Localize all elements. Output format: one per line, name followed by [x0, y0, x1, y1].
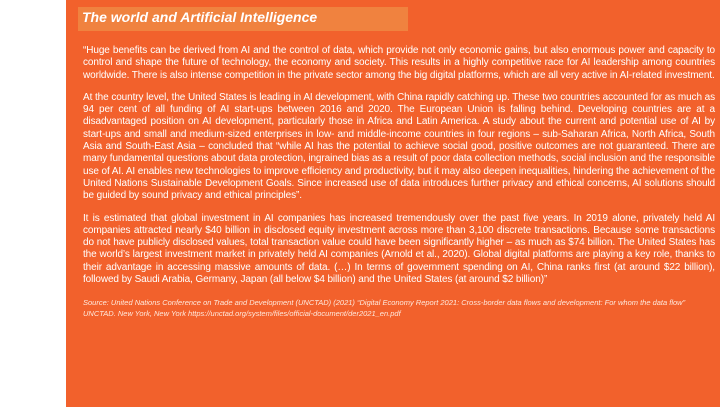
- source-citation: Source: United Nations Conference on Trade and Development (UNCTAD) (2021) “Digital Economy Report 2021: Cross-border data flows and development: For whom the data flow” UNCTAD. New York, New York https://unctad.org/system/files/official-document/der2021_en.pdf: [83, 298, 686, 318]
- quote-paragraph-2: At the country level, the United States is leading in AI development, with China rapidly catching up. These two countries accounted for as much as 94 per cent of all funding of AI start-ups between 2016 and 2020. The European Union is falling behind. Developing countries are at a disadvantaged position on AI development, particularly those in Africa and Latin America. A study about the current and potential use of AI by start-ups and small and medium-sized enterprises in low- and middle-income countries in four regions – sub-Saharan Africa, North Africa, South Asia and South-East Asia – concluded that “while AI has the potential to achieve social good, positive outcomes are not guaranteed. There are many fundamental questions about data protection, ingrained bias as a result of poor data collection methods, social inclusion and the responsible use of AI. AI enables new technologies to improve efficiency and productivity, but it may also deepen inequalities, hindering the achievement of the United Nations Sustainable Development Goals. Since increased use of data introduces further privacy and ethical concerns, AI solutions should be guided by sound privacy and ethical principles”.: [83, 91, 715, 202]
- box-body: [83, 45, 715, 319]
- quote-paragraph-1: “Huge benefits can be derived from AI and the control of data, which provide not only economic gains, but also enormous power and capacity to control and shape the future of technology, the economy and society. This results in a highly competitive race for AI leadership among countries worldwide. There is also intense competition in the private sector among the big digital platforms, which are all very active in AI-related investment.: [83, 45, 715, 81]
- box-title: The world and Artificial Intelligence: [82, 9, 318, 25]
- info-box: [66, 0, 720, 407]
- quote-paragraph-3: It is estimated that global investment in AI companies has increased tremendously over the past five years. In 2019 alone, privately held AI companies attracted nearly $40 billion in disclosed equity investment across more than 3,100 discrete transactions. Because some transactions do not have publicly disclosed values, total transaction value could have been significantly higher – as much as $74 billion. The United States has the world’s largest investment market in privately held AI companies (Arnold et al., 2020). Global digital platforms are playing a key role, thanks to their advantage in accessing massive amounts of data. (…) In terms of government spending on AI, China ranks first (at around $22 billion), followed by Saudi Arabia, Germany, Japan (all below $4 billion) and the United States (at around $2 billion)”: [83, 212, 715, 286]
